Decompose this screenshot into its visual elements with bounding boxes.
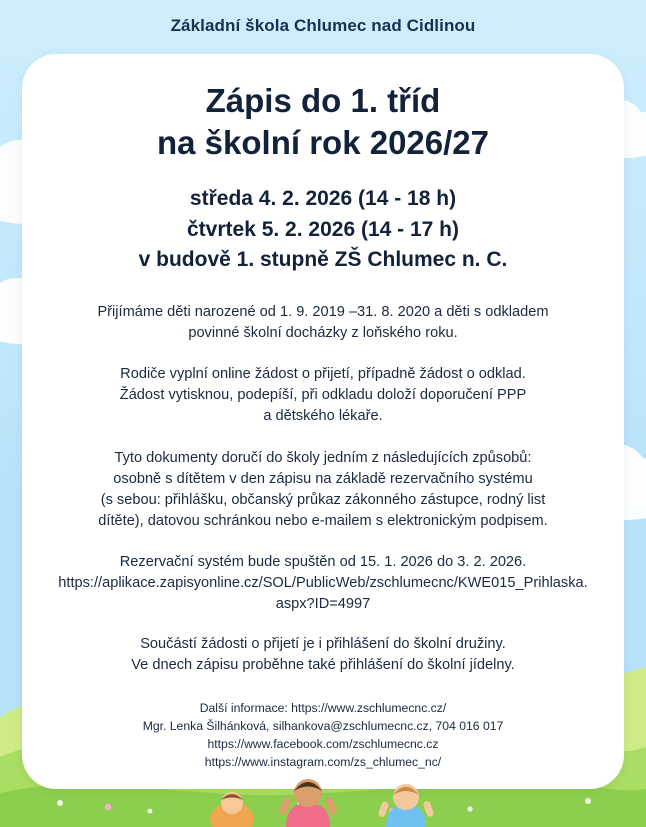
- paragraph-line: Tyto dokumenty doručí do školy jedním z následujících způsobů:: [114, 449, 532, 466]
- footer-facebook[interactable]: https://www.facebook.com/zschlumecnc.cz: [207, 737, 439, 752]
- paragraph-line: Žádost vytisknou, podepíší, při odkladu doloží doporučení PPP: [119, 387, 527, 404]
- footer-website[interactable]: Další informace: https://www.zschlumecnc.cz/: [199, 700, 447, 715]
- date-line: středa 4. 2. 2026 (14 - 18 h): [189, 187, 457, 211]
- poster-headline: [56, 80, 590, 164]
- footer-instagram[interactable]: https://www.instagram.com/zs_chlumec_nc/: [204, 755, 442, 770]
- headline-line-1: Zápis do 1. tříd: [205, 82, 441, 119]
- poster-card: [22, 54, 624, 789]
- paragraph-line: Přijímáme děti narozené od 1. 9. 2019 –31. 8. 2020 a děti s odkladem: [97, 303, 549, 320]
- paragraph-line: (s sebou: přihlášku, občanský průkaz zákonného zástupce, rodný list: [100, 491, 546, 508]
- enrollment-dates: [56, 184, 590, 275]
- poster-content: [22, 54, 624, 772]
- paragraph-line: Součástí žádosti o přijetí je i přihlášení do školní družiny.: [140, 636, 506, 653]
- paragraph-extras: [56, 634, 590, 676]
- paragraph-line: osobně s dítětem v den zápisu na základě rezervačního systému: [113, 470, 533, 487]
- reservation-text: Rezervační systém bude spuštěn od 15. 1. 2026 do 3. 2. 2026.: [119, 554, 527, 571]
- paragraph-eligibility: [56, 302, 590, 344]
- paragraph-line: a dětského lékaře.: [263, 408, 383, 425]
- page-title: Základní škola Chlumec nad Cidlinou: [170, 16, 476, 35]
- headline-line-2: na školní rok 2026/27: [156, 124, 489, 162]
- reservation-link[interactable]: https://aplikace.zapisyonline.cz/SOL/PublicWeb/zschlumecnc/KWE015_Prihlaska.aspx?ID=4997: [58, 575, 588, 612]
- paragraph-line: povinné školní docházky z loňského roku.: [188, 324, 458, 341]
- paragraph-delivery: [56, 448, 590, 533]
- footer-contact-person: Mgr. Lenka Šilhánková, silhankova@zschlumecnc.cz, 704 016 017: [142, 718, 504, 733]
- paragraph-line: Ve dnech zápisu proběhne také přihlášení do školní jídelny.: [131, 657, 515, 674]
- contact-footer: [56, 699, 590, 772]
- children-illustration-icon: [0, 767, 646, 827]
- paragraph-line: dítěte), datovou schránkou nebo e-mailem s elektronickým podpisem.: [98, 513, 548, 530]
- paragraph-application: [56, 364, 590, 427]
- paragraph-reservation: [56, 552, 590, 614]
- location-line: v budově 1. stupně ZŠ Chlumec n. C.: [138, 248, 508, 272]
- paragraph-line: Rodiče vyplní online žádost o přijetí, případně žádost o odklad.: [120, 366, 526, 383]
- date-line: čtvrtek 5. 2. 2026 (14 - 17 h): [187, 217, 459, 241]
